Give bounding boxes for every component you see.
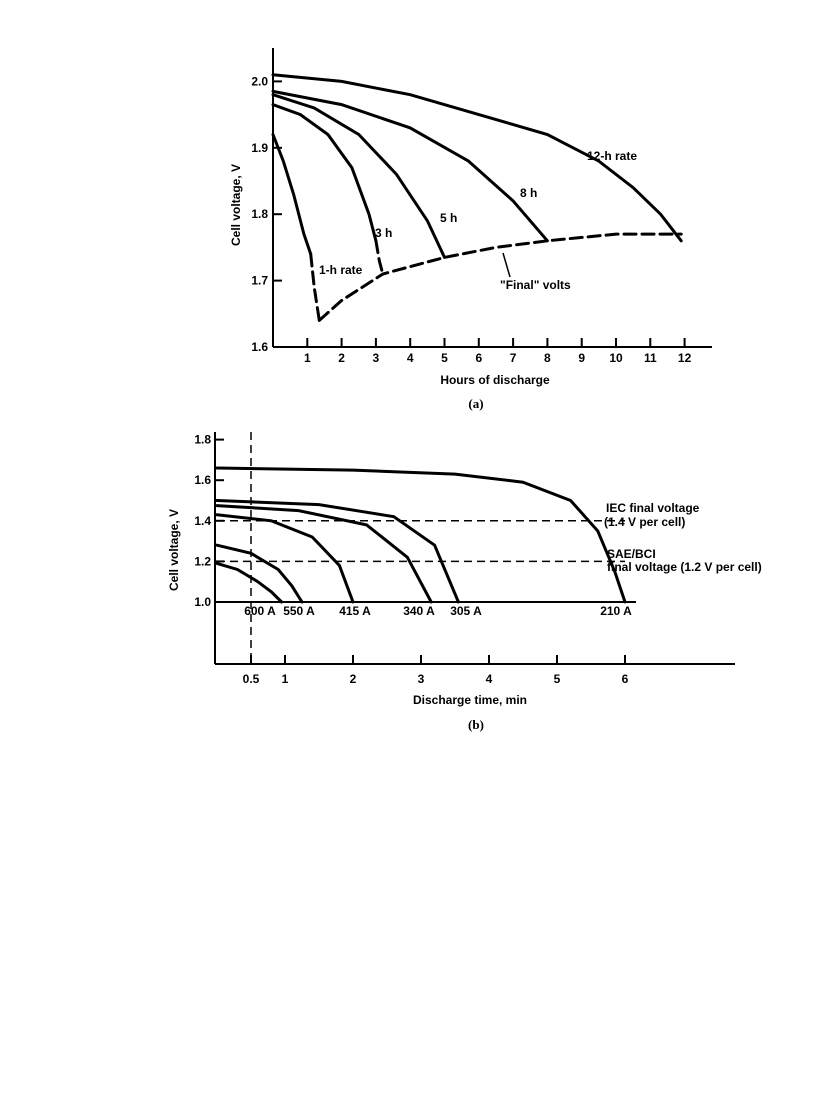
x-tick-label-a: 9: [578, 351, 586, 365]
x-tick-label-a: 1: [303, 351, 311, 365]
y-axis-title-b: Cell voltage, V: [167, 508, 181, 592]
x-tick-label-b: 0.5: [242, 672, 260, 686]
y-tick-label-a: 2.0: [251, 74, 268, 89]
x-tick-label-b: 2: [349, 672, 357, 686]
y-tick-label-b: 1.0: [194, 595, 211, 609]
x-tick-label-a: 4: [406, 351, 414, 365]
x-tick-label-a: 5: [441, 351, 448, 365]
label-final-volts: "Final" volts: [500, 278, 571, 292]
x-axis-title-a: Hours of discharge: [440, 373, 550, 387]
series-line-a-3: [376, 241, 383, 274]
x-tick-label-b: 5: [553, 672, 561, 686]
y-tick-label-a: 1.6: [251, 340, 268, 354]
x-tick-label-a: 10: [609, 351, 623, 365]
series-label-210-a: 210 A: [600, 604, 632, 618]
label-12h-rate: 12-h rate: [587, 149, 638, 163]
x-tick-label-b: 4: [485, 672, 493, 686]
series-line-a-0: [273, 135, 311, 255]
series-line-a-1: [311, 254, 320, 320]
series-label-340-a: 340 A: [403, 604, 435, 618]
label-5h: 5 h: [440, 211, 458, 225]
y-tick-label-a: 1.8: [251, 207, 268, 222]
series-label-305-a: 305 A: [450, 604, 482, 618]
sae-bci-sublabel: final voltage (1.2 V per cell): [607, 560, 762, 574]
x-axis-title-b: Discharge time, min: [412, 693, 528, 707]
iec-final-voltage-sublabel: (1.4 V per cell): [604, 515, 686, 529]
label-3h: 3 h: [375, 226, 393, 240]
series-label-550-a: 550 A: [283, 604, 315, 618]
x-tick-label-a: 12: [677, 351, 692, 365]
series-line-b-2: [217, 515, 353, 602]
caption-b: (b): [468, 717, 484, 732]
series-line-a-4: [273, 95, 445, 258]
x-tick-label-a: 7: [509, 351, 517, 365]
series-line-b-0: [217, 563, 282, 602]
series-line-a-5: [273, 91, 547, 240]
x-tick-label-b: 3: [417, 672, 425, 686]
sae-bci-label: SAE/BCI: [607, 547, 656, 561]
iec-final-voltage-label: IEC final voltage: [606, 501, 700, 515]
x-tick-label-b: 6: [621, 672, 629, 686]
y-tick-label-b: 1.2: [194, 554, 211, 569]
x-tick-label-b: 1: [281, 672, 289, 686]
caption-a: (a): [468, 396, 484, 411]
label-8h: 8 h: [520, 186, 538, 200]
final-volts-leader: [503, 253, 510, 277]
series-label-600-a: 600 A: [244, 604, 276, 618]
chart-b-high-rate-discharge: [167, 432, 762, 732]
y-tick-label-b: 1.4: [194, 513, 211, 528]
x-tick-label-a: 6: [475, 351, 483, 365]
y-tick-label-b: 1.6: [194, 473, 211, 488]
chart-a-lead-acid-discharge: [229, 48, 712, 411]
y-tick-label-b: 1.8: [194, 432, 211, 447]
series-label-415-a: 415 A: [339, 604, 371, 618]
y-tick-label-a: 1.7: [251, 273, 268, 288]
x-tick-label-a: 8: [544, 351, 551, 365]
x-tick-label-a: 2: [338, 351, 345, 365]
x-tick-label-a: 3: [372, 351, 380, 365]
y-tick-label-a: 1.9: [251, 140, 268, 155]
series-line-b-1: [217, 545, 302, 602]
y-axis-title-a: Cell voltage, V: [229, 163, 243, 247]
x-tick-label-a: 11: [643, 351, 657, 365]
label-1h-rate: 1-h rate: [319, 263, 363, 277]
